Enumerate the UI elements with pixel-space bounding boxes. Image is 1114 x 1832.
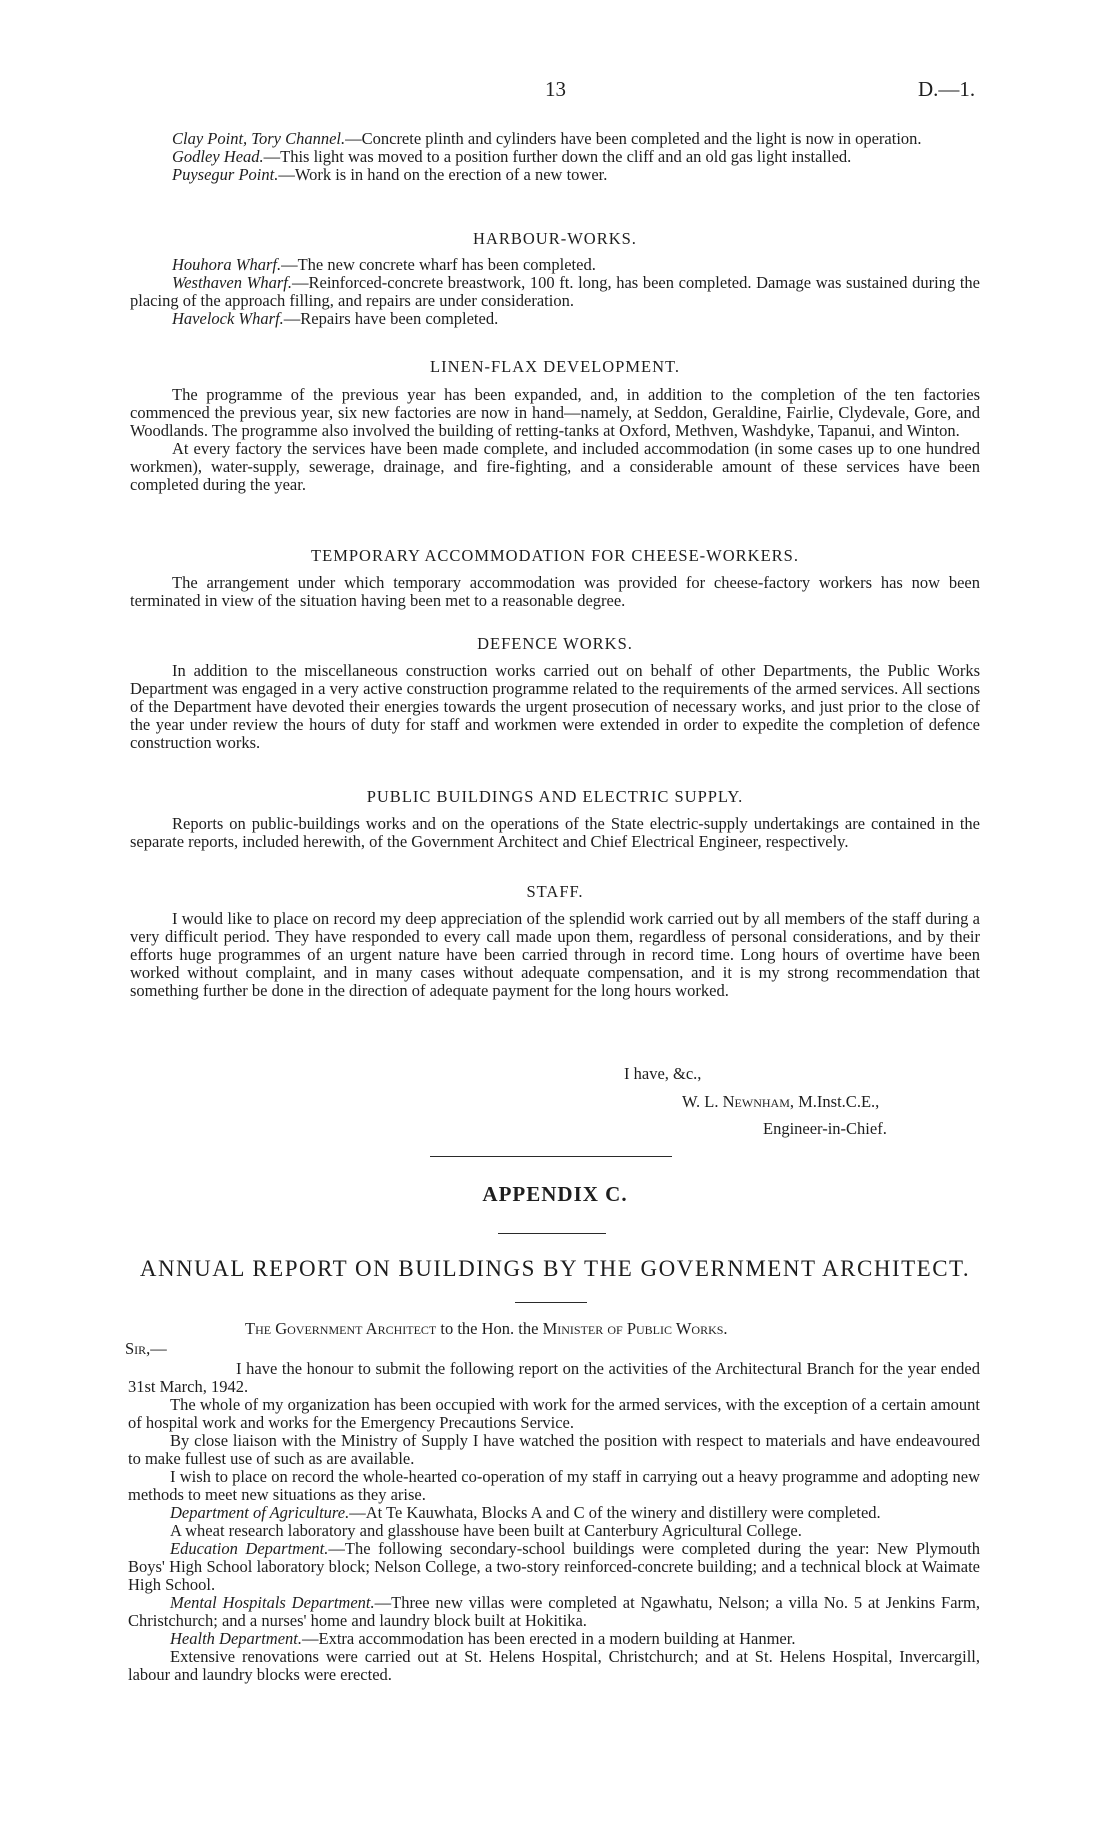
appendix-divider [498, 1233, 606, 1234]
health-paragraph: Health Department.—Extra accommodation has been erected in a modern building at Hanmer. [170, 1629, 796, 1648]
section-divider [430, 1156, 672, 1157]
renovations-paragraph: Extensive renovations were carried out at St. Helens Hospital, Christchurch; and at St. Helens Hospital, Invercargill, labour and laundry blocks were erected. [128, 1647, 980, 1684]
harbour-item: Houhora Wharf.—The new concrete wharf has been completed. [172, 255, 596, 274]
harbour-item: Westhaven Wharf.—Reinforced-concrete breastwork, 100 ft. long, has been completed. Damage was sustained during the placing of the approach filling, and repairs are under consideration. [130, 273, 980, 310]
lights-section [130, 130, 980, 184]
light-puysegur-point: Puysegur Point.—Work is in hand on the erection of a new tower. [172, 165, 608, 184]
harbour-item: Havelock Wharf.—Repairs have been completed. [172, 309, 499, 328]
report-paragraph: By close liaison with the Ministry of Supply I have watched the position with respect to materials and have endeavoured to make fullest use of such as are available. [128, 1431, 980, 1468]
defence-paragraph: In addition to the miscellaneous construction works carried out on behalf of other Departments, the Public Works Department was engaged in a very active construction programme related to the requirements of the armed services. All sections of the Department have devoted their energies towards the urgent prosecution of necessary works, and just prior to the close of the year under review the hours of duty for staff and workmen were extended in order to expedite the completion of defence construction works. [130, 661, 980, 752]
signature-title: Engineer-in-Chief. [763, 1119, 887, 1138]
document-reference: D.—1. [918, 77, 976, 101]
salutation: Sir,— [125, 1339, 167, 1358]
title-divider [515, 1302, 587, 1303]
dept-agriculture-paragraph: Department of Agriculture.—At Te Kauwhata, Blocks A and C of the winery and distillery were completed. [170, 1503, 881, 1522]
light-godley-head: Godley Head.—This light was moved to a position further down the cliff and an old gas light installed. [172, 147, 852, 166]
mental-hospitals-paragraph: Mental Hospitals Department.—Three new villas were completed at Ngawhatu, Nelson; a villa No. 5 at Jenkins Farm, Christchurch; and a nurses' home and laundry block built at Hokitika. [128, 1593, 980, 1630]
signature-name-line: W. L. Newnham, M.Inst.C.E., [682, 1092, 880, 1111]
staff-section [130, 910, 980, 1000]
harbour-heading: HARBOUR-WORKS. [473, 229, 637, 248]
light-clay-point: Clay Point, Tory Channel.—Concrete plinth and cylinders have been completed and the light is now in operation. [172, 129, 922, 148]
staff-heading: STAFF. [526, 882, 584, 901]
page-number: 13 [545, 77, 566, 101]
defence-section [130, 662, 980, 752]
linen-paragraph-2: At every factory the services have been made complete, and included accommodation (in some cases up to one hundred workmen), water-supply, sewerage, drainage, and fire-fighting, and a considerable amount of these services have been completed during the year. [130, 439, 980, 494]
report-paragraph: The whole of my organization has been occupied with work for the armed services, with the exception of a certain amount of hospital work and works for the Emergency Precautions Service. [128, 1395, 980, 1432]
harbour-section [130, 256, 980, 328]
public-buildings-heading: PUBLIC BUILDINGS AND ELECTRIC SUPPLY. [366, 787, 744, 806]
linen-section [130, 386, 980, 494]
cheese-heading: TEMPORARY ACCOMMODATION FOR CHEESE-WORKERS. [311, 546, 799, 565]
cheese-section [130, 574, 980, 610]
wheat-paragraph: A wheat research laboratory and glasshouse have been built at Canterbury Agricultural College. [170, 1521, 802, 1540]
appendix-label: APPENDIX C. [482, 1182, 628, 1206]
cheese-paragraph: The arrangement under which temporary accommodation was provided for cheese-factory workers has now been terminated in view of the situation having been met to a reasonable degree. [130, 573, 980, 610]
report-paragraph: I wish to place on record the whole-hearted co-operation of my staff in carrying out a heavy programme and adopting new methods to meet new situations as they arise. [128, 1467, 980, 1504]
signature-closing: I have, &c., [624, 1064, 702, 1083]
education-paragraph: Education Department.—The following secondary-school buildings were completed during the year: New Plymouth Boys' High School laboratory block; Nelson College, a two-story reinforced-concrete building; and a technical block at Waimate High School. [128, 1539, 980, 1594]
public-buildings-section [130, 815, 980, 851]
staff-paragraph: I would like to place on record my deep appreciation of the splendid work carried out by all members of the staff during a very difficult period. They have responded to every call made upon them, regardless of personal considerations, and by their efforts huge programmes of an urgent nature have been carried through in record time. Long hours of overtime have been worked without complaint, and in many cases without adequate compensation, and it is my strong recommendation that something further be done in the direction of adequate payment for the long hours worked. [130, 909, 980, 1000]
report-title: ANNUAL REPORT ON BUILDINGS BY THE GOVERNMENT ARCHITECT. [139, 1256, 971, 1281]
defence-heading: DEFENCE WORKS. [477, 634, 633, 653]
public-buildings-paragraph: Reports on public-buildings works and on the operations of the State electric-supply undertakings are contained in the separate reports, included herewith, of the Government Architect and Chief Electrical Engineer, respectively. [130, 814, 980, 851]
report-body [128, 1360, 980, 1684]
linen-heading: LINEN-FLAX DEVELOPMENT. [430, 357, 680, 376]
address-line: The Government Architect to the Hon. the Minister of Public Works. [245, 1319, 728, 1338]
linen-paragraph-1: The programme of the previous year has been expanded, and, in addition to the completion of the ten factories commenced the previous year, six new factories are now in hand—namely, at Seddon, Geraldine, Fairlie, Clydevale, Gore, and Woodlands. The programme also involved the building of retting-tanks at Oxford, Methven, Washdyke, Tapanui, and Winton. [130, 385, 980, 440]
report-paragraph: I have the honour to submit the following report on the activities of the Architectural Branch for the year ended 31st March, 1942. [128, 1359, 980, 1396]
